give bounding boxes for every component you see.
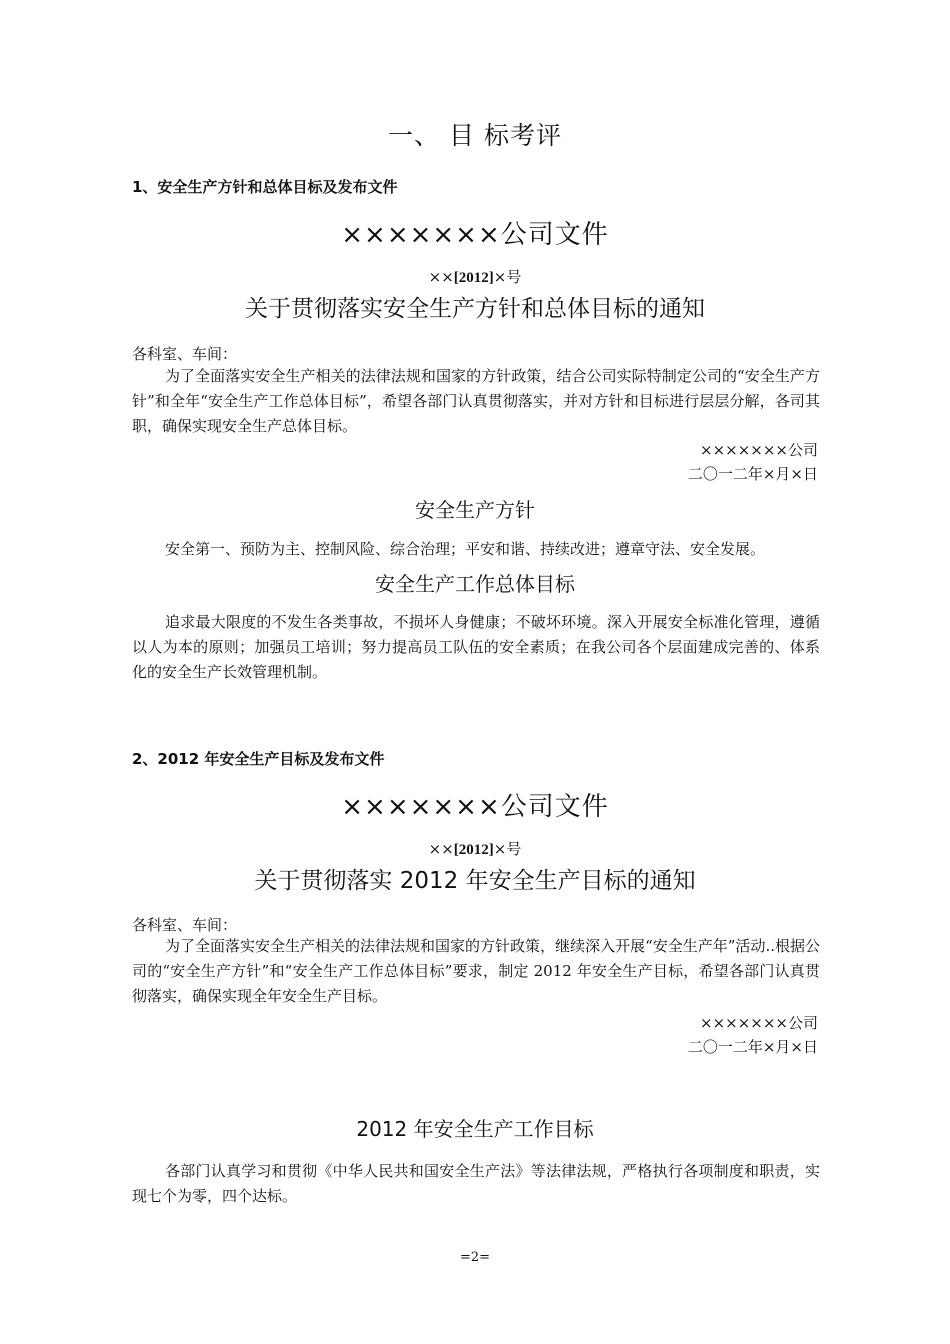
goal-text: 追求最大限度的不发生各类事故，不损坏人身健康；不破坏环境。深入开展安全标准化管理，遵循以人为本的原则；加强员工培训；努力提高员工队伍的安全素质；在我公司各个层面建成完善的、体系化的安全生产长效管理机制。 [132, 613, 820, 681]
section1-company-file: ×××××××公司文件 [341, 220, 609, 250]
section1-heading: 1、安全生产方针和总体目标及发布文件 [132, 178, 398, 196]
doc-number-prefix: ×× [428, 840, 454, 858]
policy-title: 安全生产方针 [415, 498, 535, 522]
section1-body: 为了全面落实安全生产相关的法律法规和国家的方针政策，结合公司实际特制定公司的“安全生产方针”和全年“安全生产工作总体目标”，希望各部门认真贯彻落实，并对方针和目标进行层层分解，各司其职，确保实现安全生产总体目标。 [132, 367, 820, 435]
section1-sign-date: 二〇一二年×月×日 [687, 465, 818, 483]
goal-title: 安全生产工作总体目标 [375, 572, 575, 596]
doc-number-prefix: ×× [428, 268, 454, 286]
work-goal-text: 各部门认真学习和贯彻《中华人民共和国安全生产法》等法律法规，严格执行各项制度和职责，实现七个为零，四个达标。 [132, 1162, 820, 1205]
doc-number-year: [2012] [453, 270, 494, 286]
section2-notice-title: 关于贯彻落实 2012 年安全生产目标的通知 [254, 868, 696, 894]
section2-company-file: ×××××××公司文件 [341, 792, 609, 822]
section2-sign-company: ×××××××公司 [700, 1014, 818, 1032]
doc-number-suffix: ×号 [493, 840, 522, 858]
section1-doc-number [0, 266, 950, 287]
work-goal-title: 2012 年安全生产工作目标 [356, 1117, 594, 1141]
policy-text: 安全第一、预防为主、控制风险、综合治理；平安和谐、持续改进；遵章守法、安全发展。 [165, 540, 766, 558]
doc-number-suffix: ×号 [493, 268, 522, 286]
section1-sign-company: ×××××××公司 [700, 441, 818, 459]
page-number: =2= [459, 1250, 491, 1265]
section1-addressee: 各科室、车间： [132, 345, 238, 363]
section2-sign-date: 二〇一二年×月×日 [687, 1038, 818, 1056]
section2-doc-number [0, 838, 950, 859]
section2-heading: 2、2012 年安全生产目标及发布文件 [132, 750, 385, 768]
doc-number-year: [2012] [453, 842, 494, 858]
section2-addressee: 各科室、车间： [132, 916, 238, 934]
section1-notice-title: 关于贯彻落实安全生产方针和总体目标的通知 [245, 296, 705, 322]
section2-body: 为了全面落实安全生产相关的法律法规和国家的方针政策，继续深入开展“安全生产年”活动..根据公司的“安全生产方针”和“安全生产工作总体目标”要求，制定 2012 年安全生产目标，希望各部门认真贯彻落实，确保实现全年安全生产目标。 [132, 937, 820, 1005]
page-title: 一、 目 标考评 [388, 121, 562, 150]
